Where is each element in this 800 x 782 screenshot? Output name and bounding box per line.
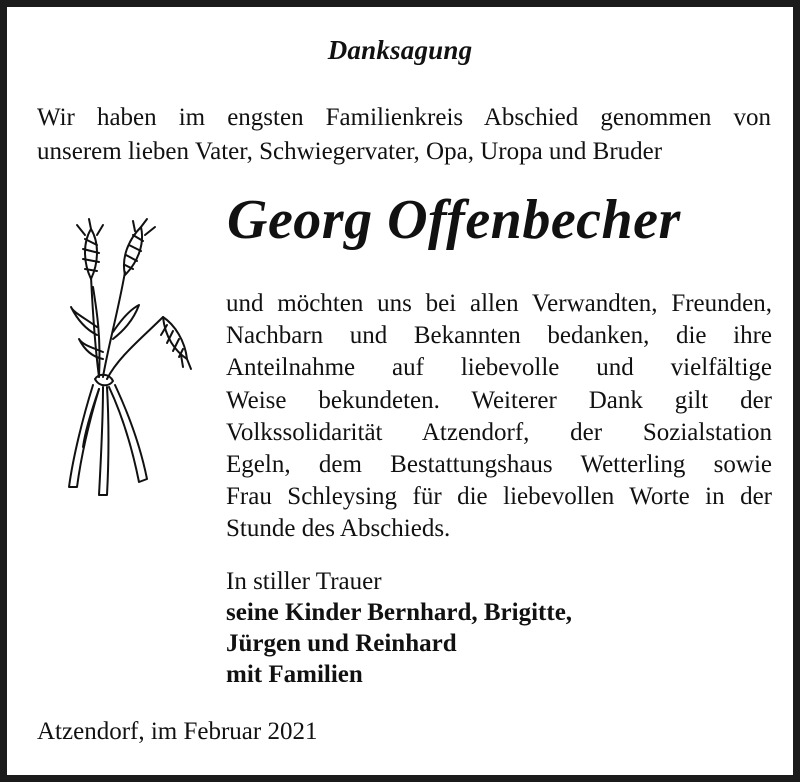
family-line: seine Kinder Bernhard, Brigitte,: [226, 599, 573, 626]
body-line: und möchten uns bei allen Verwandten, Freunden,: [226, 290, 772, 317]
place-date: Atzendorf, im Februar 2021: [37, 718, 318, 745]
body-line: Anteilnahme auf liebevolle und vielfältige: [226, 354, 772, 382]
thanks-paragraph: [226, 288, 772, 546]
intro-paragraph: [37, 101, 771, 169]
body-line: Egeln, dem Bestattungshaus Wetterling sowie: [226, 451, 772, 479]
intro-line: Wir haben im engsten Familienkreis Abschied genommen von: [37, 104, 771, 131]
body-line: Nachbarn und Bekannten bedanken, die ihre: [226, 322, 772, 350]
wheat-bundle-icon: [63, 217, 193, 502]
deceased-name: Georg Offenbecher: [227, 189, 681, 251]
family-line: mit Familien: [226, 661, 363, 688]
body-line: Weise bekundeten. Weiterer Dank gilt der: [226, 386, 772, 414]
body-line: Stunde des Abschieds.: [226, 515, 451, 543]
family-line: Jürgen und Reinhard: [226, 630, 457, 657]
body-line: Frau Schleysing für die liebevollen Worte in der: [226, 483, 772, 511]
notice-heading: Danksagung: [327, 35, 473, 65]
intro-line: unserem lieben Vater, Schwiegervater, Opa, Uropa und Bruder: [37, 138, 663, 165]
closing-intro: In stiller Trauer: [226, 568, 382, 595]
signature-block: [226, 566, 572, 690]
body-line: Volkssolidarität Atzendorf, der Sozialstation: [226, 418, 772, 446]
